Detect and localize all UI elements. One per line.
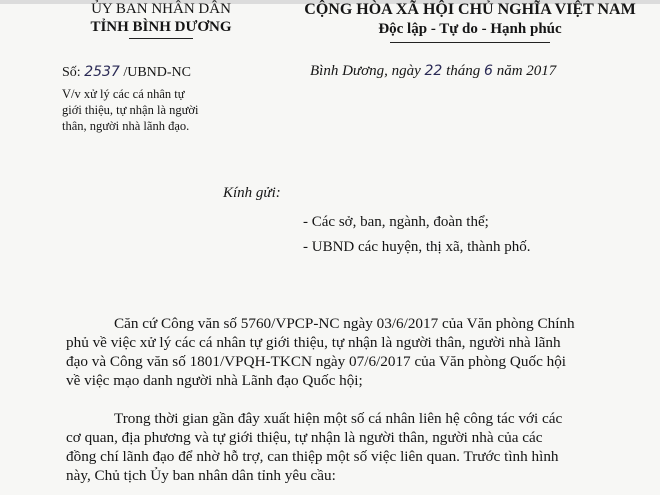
- paragraph-line: phủ về việc xử lý các cá nhân tự giới thiệu, tự nhận là người thân, người nhà lãnh: [66, 334, 561, 351]
- recipient-item: - Các sở, ban, ngành, đoàn thể;: [303, 214, 489, 230]
- date-month-label: tháng: [446, 63, 481, 79]
- document-date: [310, 63, 556, 80]
- paragraph-line: Trong thời gian gần đây xuất hiện một số cá nhân liên hệ công tác với các: [114, 410, 563, 427]
- authority-underline: [129, 38, 193, 39]
- recipient-list: [303, 210, 530, 260]
- paragraph-line: Căn cứ Công văn số 5760/VPCP-NC ngày 03/6/2017 của Văn phòng Chính: [114, 315, 575, 332]
- document-number-suffix: /UBND-NC: [123, 65, 191, 80]
- subject-line: thân, người nhà lãnh đạo.: [62, 119, 190, 133]
- body-paragraph-2: [66, 409, 642, 485]
- motto-underline: [390, 42, 550, 43]
- date-month-handwritten: 6: [484, 63, 493, 79]
- issuing-authority: [66, 0, 256, 39]
- recipient-item: - UBND các huyện, thị xã, thành phố.: [303, 239, 531, 255]
- date-year: năm 2017: [496, 63, 557, 79]
- subject-line: giới thiệu, tự nhận là người: [62, 103, 199, 117]
- subject-line: V/v xử lý các cá nhân tự: [62, 87, 185, 101]
- date-place: Bình Dương, ngày: [310, 63, 421, 79]
- authority-name-line1: ỦY BAN NHÂN DÂN: [91, 1, 231, 17]
- recipient-greeting: Kính gửi:: [223, 185, 281, 201]
- paragraph-line: này, Chủ tịch Ủy ban nhân dân tỉnh yêu cầu:: [66, 467, 336, 484]
- date-day-handwritten: 22: [424, 63, 443, 79]
- document-number-prefix: Số:: [62, 65, 81, 80]
- paragraph-line: đạo và Công văn số 1801/VPQH-TKCN ngày 07/6/2017 của Văn phòng Quốc hội: [66, 353, 567, 370]
- national-motto: Độc lập - Tự do - Hạnh phúc: [378, 21, 562, 37]
- document-subject: [62, 86, 252, 134]
- national-header: [280, 0, 660, 43]
- body-paragraph-1: [66, 314, 642, 390]
- document-number: [62, 64, 191, 81]
- national-title: CỘNG HÒA XÃ HỘI CHỦ NGHĨA VIỆT NAM: [304, 1, 636, 18]
- paragraph-line: cơ quan, địa phương và tự giới thiệu, tự nhận là người thân, người nhà của các: [66, 429, 543, 446]
- paragraph-line: đồng chí lãnh đạo để nhờ hỗ trợ, can thiệp một số việc liên quan. Trước tình hình: [66, 448, 559, 465]
- authority-name-line2: TỈNH BÌNH DƯƠNG: [90, 19, 232, 35]
- paragraph-line: về việc mạo danh người nhà Lãnh đạo Quốc hội;: [66, 372, 363, 389]
- document-number-handwritten: 2537: [84, 64, 120, 80]
